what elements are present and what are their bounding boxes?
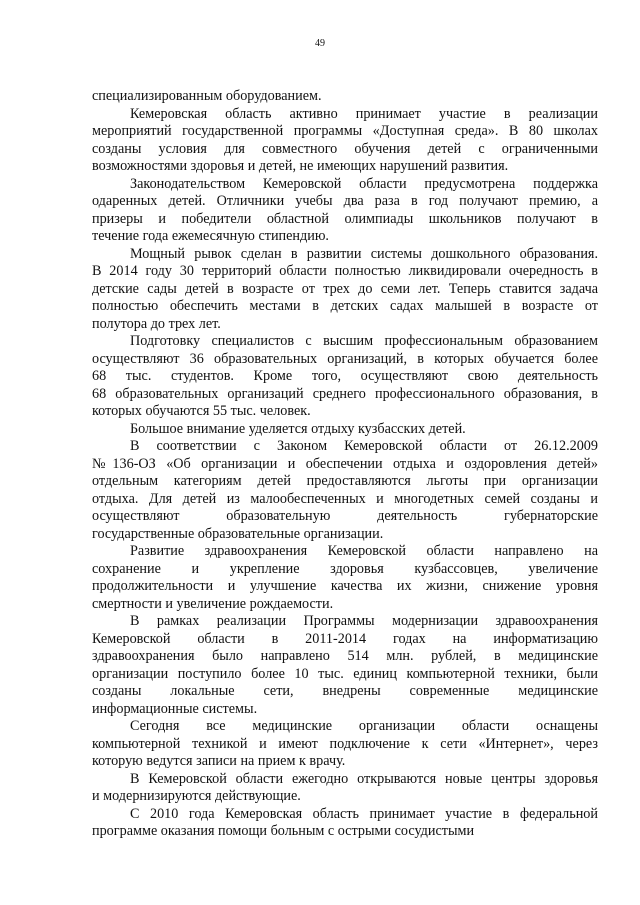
text-line: призеры и победители областной олимпиады школьников получают в — [92, 210, 598, 227]
text-line: организации поступило более 10 тыс. единиц компьютерной техники, были — [92, 665, 598, 682]
text-line: специализированным оборудованием. — [92, 88, 322, 104]
text-line: №136-ОЗ «Об организации и обеспечении отдыха и оздоровления детей» — [92, 455, 598, 472]
text-line: Подготовку специалистов с высшим профессиональным образованием — [130, 333, 598, 349]
text-line: государственные образовательные организации. — [92, 525, 384, 542]
text-line: В соответствии с Законом Кемеровской области от 26.12.2009 — [130, 438, 598, 454]
paragraph — [92, 771, 598, 806]
text-line: 68 тыс. студентов. Кроме того, осуществляют свою деятельность — [92, 368, 598, 384]
text-line: осуществляют образовательную деятельность губернаторские — [92, 508, 598, 524]
paragraph — [92, 246, 598, 334]
text-line: Сегодня все медицинские организации области оснащены — [130, 718, 598, 734]
paragraph — [92, 88, 598, 106]
text-line: В 2014 году 30 территорий области полностью ликвидировали очередность в — [92, 263, 598, 279]
paragraph — [92, 176, 598, 246]
text-line: и модернизируются действующие. — [92, 788, 301, 804]
text-line: компьютерной техникой и имеют подключение к сети «Интернет», через — [92, 735, 598, 752]
text-line: мероприятий государственной программы «Доступная среда». В 80 школах — [92, 123, 598, 139]
text-line: продолжительности и улучшение качества их жизни, снижение уровня — [92, 578, 598, 594]
text-line: сохранение и укрепление здоровья кузбассовцев, увеличение — [92, 560, 598, 577]
page-number: 49 — [315, 38, 325, 49]
text-line: полутора до трех лет. — [92, 315, 221, 332]
text-line: детские сады детей в возрасте от трех до семи лет. Теперь ставится задача — [92, 280, 598, 297]
text-line: Мощный рывок сделан в развитии системы дошкольного образования. — [130, 245, 598, 262]
paragraph — [92, 333, 598, 421]
text-line: Законодательством Кемеровской области предусмотрена поддержка — [130, 175, 598, 192]
text-line: С 2010 года Кемеровская область принимает участие в федеральной — [130, 805, 598, 822]
text-line: которых обучаются 55 тыс. человек. — [92, 403, 311, 419]
text-line: В Кемеровской области ежегодно открываются новые центры здоровья — [130, 770, 598, 787]
paragraph — [92, 613, 598, 718]
text-line: Большое внимание уделяется отдыху кузбасских детей. — [130, 420, 466, 437]
text-line: созданы условия для совместного обучения детей с ограниченными — [92, 140, 598, 157]
paragraph — [92, 106, 598, 176]
paragraph — [92, 806, 598, 841]
text-line: которую ведутся записи на прием к врачу. — [92, 753, 346, 769]
text-line: информационные системы. — [92, 700, 258, 717]
text-line: отдельным категориям детей предоставляются льготы при организации — [92, 473, 598, 489]
text-line: возможностями здоровья и детей, не имеющих нарушений развития. — [92, 158, 509, 174]
text-line: осуществляют 36 образовательных организаций, в которых обучается более — [92, 350, 598, 367]
paragraph — [92, 421, 598, 439]
paragraph — [92, 718, 598, 771]
text-line: 68 образовательных организаций среднего профессионального образования, в — [92, 385, 598, 402]
paragraph — [92, 543, 598, 613]
text-line: одаренных детей. Отличники учебы два раза в год получают премию, а — [92, 193, 598, 209]
text-line: здравоохранения было направлено 514 млн. рублей, в медицинские — [92, 648, 598, 664]
paragraph — [92, 438, 598, 543]
text-line: полностью обеспечить местами в детских садах малышей в возрасте от — [92, 298, 598, 314]
text-line: Кемеровской области в 2011-2014 годах на информатизацию — [92, 630, 598, 647]
text-line: Развитие здравоохранения Кемеровской области направлено на — [130, 543, 598, 559]
body-text — [92, 88, 598, 841]
text-line: В рамках реализации Программы модернизации здравоохранения — [130, 613, 598, 629]
text-line: отдыха. Для детей из малообеспеченных и многодетных семей созданы и — [92, 490, 598, 507]
text-line: смертности и увеличение рождаемости. — [92, 595, 334, 612]
text-line: программе оказания помощи больным с острыми сосудистыми — [92, 823, 475, 839]
text-line: течение года ежемесячную стипендию. — [92, 228, 329, 244]
text-line: Кемеровская область активно принимает участие в реализации — [130, 105, 598, 122]
text-line: созданы локальные сети, внедрены современные медицинские — [92, 683, 598, 699]
